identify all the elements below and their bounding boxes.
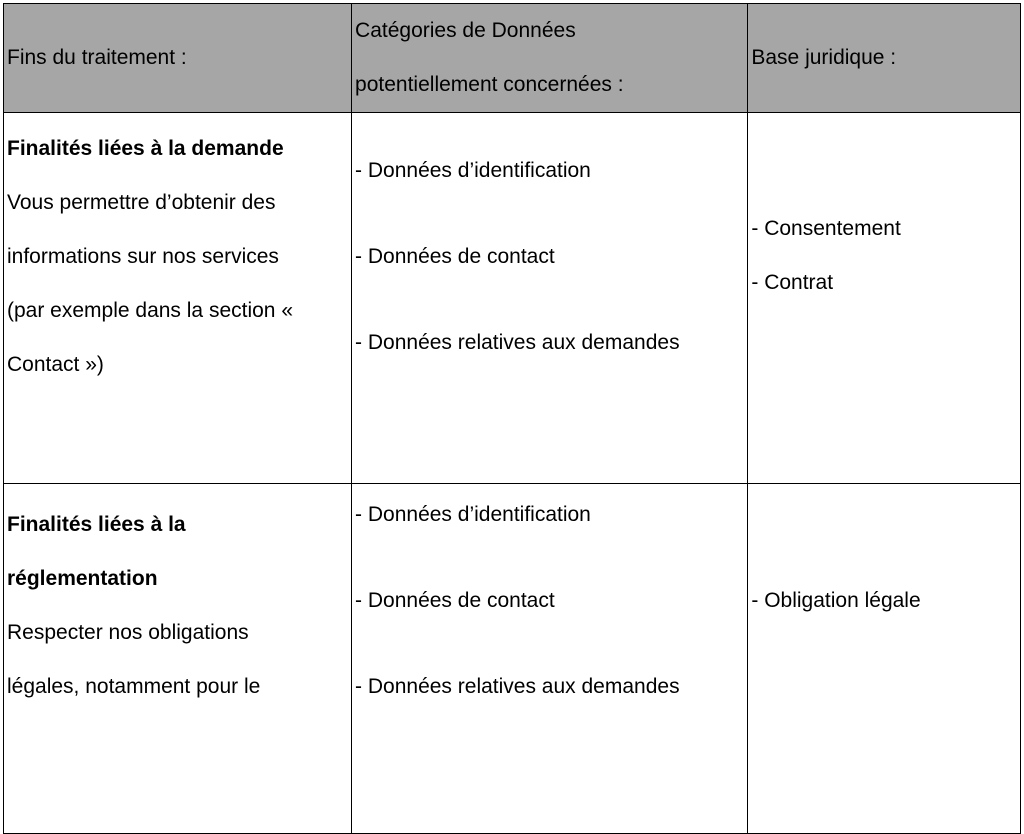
purpose-description-line: Contact »): [7, 353, 104, 376]
header-categories-line2: potentiellement concernées :: [355, 73, 624, 96]
legal-basis-item: - Obligation légale: [751, 589, 921, 612]
purpose-description-line: (par exemple dans la section «: [7, 299, 293, 322]
header-purpose: [4, 4, 352, 113]
purpose-description-line: Respecter nos obligations: [7, 621, 249, 644]
legal-basis-item: - Consentement: [751, 217, 901, 240]
categories-cell: [352, 113, 748, 484]
legal-basis-item: - Contrat: [751, 271, 834, 294]
legal-basis-cell: [748, 484, 1021, 834]
category-item: - Données d’identification: [355, 159, 591, 182]
categories-cell: [352, 484, 748, 834]
purpose-title: Finalités liées à la: [7, 513, 186, 536]
table-row: [4, 484, 1021, 834]
purpose-title: Finalités liées à la demande: [7, 137, 284, 160]
header-legal-basis: [748, 4, 1021, 113]
data-processing-table: [3, 3, 1021, 834]
purpose-cell: [4, 484, 352, 834]
table-row: [4, 113, 1021, 484]
header-row: [4, 4, 1021, 113]
purpose-description-line: Vous permettre d’obtenir des: [7, 191, 276, 214]
header-purpose-label: Fins du traitement :: [7, 46, 187, 69]
purpose-cell: [4, 113, 352, 484]
header-categories-line1: Catégories de Données: [355, 19, 576, 42]
category-item: - Données d’identification: [355, 503, 591, 526]
header-legal-basis-label: Base juridique :: [751, 46, 897, 69]
purpose-description-line: légales, notamment pour le: [7, 675, 261, 698]
category-item: - Données relatives aux demandes: [355, 675, 680, 698]
purpose-title: réglementation: [7, 567, 158, 590]
legal-basis-cell: [748, 113, 1021, 484]
category-item: - Données de contact: [355, 245, 555, 268]
purpose-description-line: informations sur nos services: [7, 245, 279, 268]
header-categories: [352, 4, 748, 113]
category-item: - Données relatives aux demandes: [355, 331, 680, 354]
category-item: - Données de contact: [355, 589, 555, 612]
